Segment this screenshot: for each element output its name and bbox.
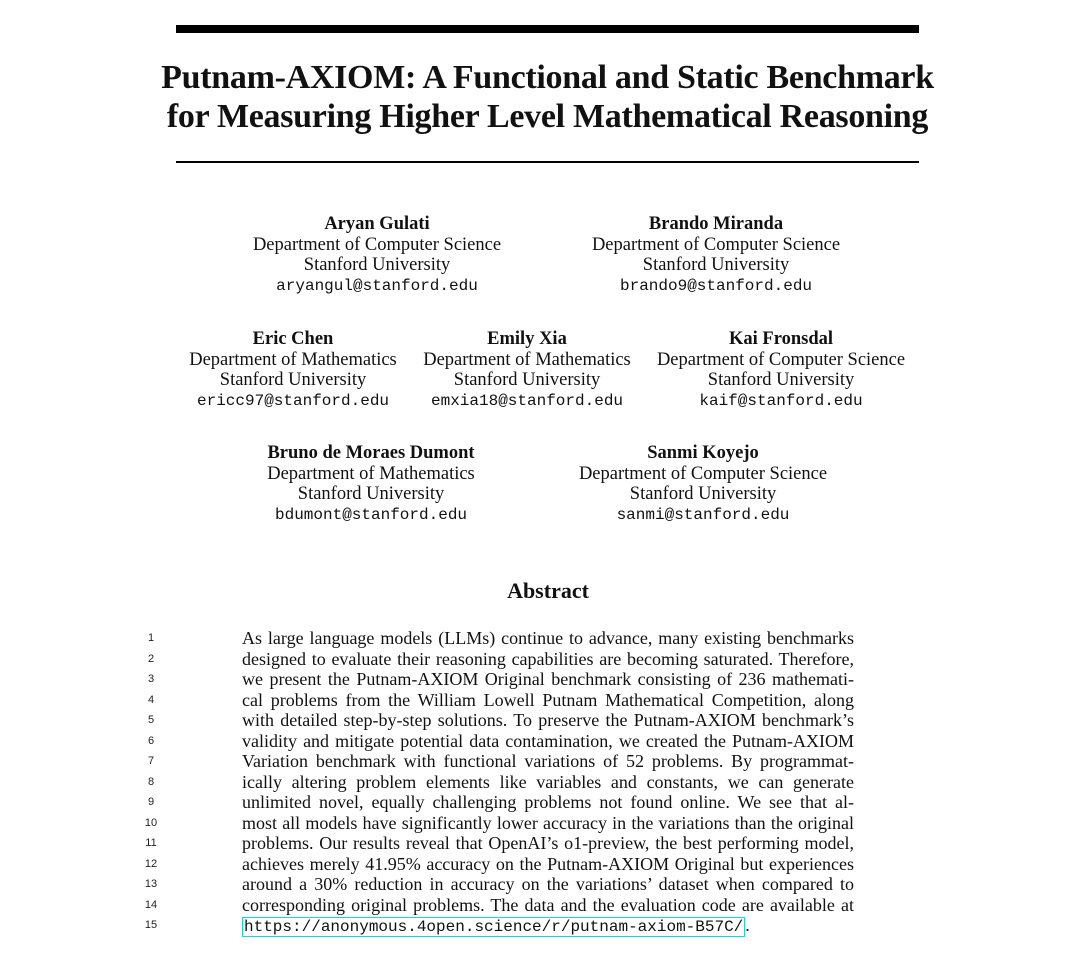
abstract-line: ically altering problem elements like variables and constants, we can generate: [242, 771, 854, 792]
author-university: Stanford University: [707, 370, 855, 391]
abstract-line: cal problems from the William Lowell Putnam Mathematical Competition, along: [242, 689, 854, 710]
author-department: Department of Computer Science: [252, 234, 502, 255]
abstract-line-with-link: [242, 915, 854, 936]
author-block-emily-xia: [382, 329, 672, 412]
line-number: 2: [147, 652, 155, 665]
line-number: 14: [144, 898, 158, 911]
author-block-kai-fronsdal: [636, 329, 926, 412]
author-department: Department of Mathematics: [267, 463, 475, 484]
author-email[interactable]: aryangul@stanford.edu: [276, 277, 478, 296]
data-code-link[interactable]: https://anonymous.4open.science/r/putnam-axiom-B57C/: [244, 918, 744, 936]
abstract-line: Variation benchmark with functional variations of 52 problems. By programmat-: [242, 751, 854, 771]
author-email[interactable]: kaif@stanford.edu: [699, 392, 863, 411]
line-number: 10: [144, 816, 158, 829]
line-number: 8: [147, 775, 155, 788]
page-title: [150, 58, 945, 136]
author-university: Stanford University: [453, 370, 601, 391]
abstract-line: we present the Putnam-AXIOM Original benchmark consisting of 236 mathemati-: [242, 669, 854, 689]
author-name: Eric Chen: [252, 329, 334, 349]
line-number: 6: [147, 734, 155, 747]
author-university: Stanford University: [629, 484, 777, 505]
abstract-line: validity and mitigate potential data contamination, we created the Putnam-AXIOM: [242, 730, 854, 751]
author-block-sanmi-koyejo: [558, 443, 848, 526]
author-department: Department of Computer Science: [578, 463, 828, 484]
line-number: 3: [147, 673, 155, 685]
abstract-body: [242, 628, 854, 936]
author-name: Emily Xia: [487, 329, 567, 349]
abstract-heading: Abstract: [507, 578, 589, 603]
title-line-1: Putnam-AXIOM: A Functional and Static Benchmark: [161, 59, 934, 96]
abstract-line: most all models have significantly lower accuracy in the variations than the original: [242, 812, 854, 833]
author-email[interactable]: emxia18@stanford.edu: [430, 392, 624, 411]
abstract-line: problems. Our results reveal that OpenAI’s o1-preview, the best performing model,: [242, 833, 854, 853]
author-email[interactable]: bdumont@stanford.edu: [274, 506, 468, 525]
author-name: Brando Miranda: [648, 214, 784, 234]
author-university: Stanford University: [297, 484, 445, 505]
author-email[interactable]: ericc97@stanford.edu: [196, 392, 390, 411]
author-university: Stanford University: [219, 370, 367, 391]
line-number: 11: [145, 837, 157, 849]
author-email[interactable]: brando9@stanford.edu: [619, 277, 813, 296]
line-number: 15: [144, 919, 158, 931]
link-trailing-period: .: [745, 915, 750, 935]
author-block-aryan-gulati: [232, 214, 522, 297]
line-number-gutter: [136, 628, 166, 936]
title-top-rule: [176, 25, 919, 33]
author-department: Department of Computer Science: [656, 349, 906, 370]
author-block-bruno-de-moraes-dumont: [226, 443, 516, 526]
abstract-line: corresponding original problems. The data and the evaluation code are available at: [242, 894, 854, 915]
author-name: Kai Fronsdal: [729, 329, 833, 349]
abstract-line: with detailed step-by-step solutions. To preserve the Putnam-AXIOM benchmark’s: [242, 710, 854, 730]
author-name: Bruno de Moraes Dumont: [267, 443, 475, 463]
author-department: Department of Computer Science: [591, 234, 841, 255]
title-line-2: for Measuring Higher Level Mathematical Reasoning: [166, 98, 929, 135]
title-bottom-rule: [176, 161, 919, 163]
line-number: 1: [147, 632, 155, 644]
abstract-line: unlimited novel, equally challenging problems not found online. We see that al-: [242, 792, 854, 812]
abstract-line: around a 30% reduction in accuracy on the variations’ dataset when compared to: [242, 874, 854, 894]
line-number: 4: [147, 693, 155, 706]
line-number: 5: [147, 714, 155, 726]
line-number: 12: [144, 857, 158, 870]
abstract-line: As large language models (LLMs) continue to advance, many existing benchmarks: [242, 628, 854, 648]
author-department: Department of Mathematics: [189, 349, 397, 370]
author-university: Stanford University: [303, 255, 451, 276]
author-university: Stanford University: [642, 255, 790, 276]
line-number: 13: [144, 878, 158, 890]
author-name: Sanmi Koyejo: [647, 443, 759, 463]
line-number: 9: [147, 796, 155, 808]
author-email[interactable]: sanmi@stanford.edu: [616, 506, 790, 525]
abstract-line: designed to evaluate their reasoning capabilities are becoming saturated. Therefore,: [242, 648, 854, 669]
abstract-line: achieves merely 41.95% accuracy on the Putnam-AXIOM Original but experiences: [242, 853, 854, 874]
author-name: Aryan Gulati: [324, 214, 430, 234]
line-number: 7: [147, 755, 155, 767]
author-block-brando-miranda: [571, 214, 861, 297]
author-department: Department of Mathematics: [423, 349, 631, 370]
